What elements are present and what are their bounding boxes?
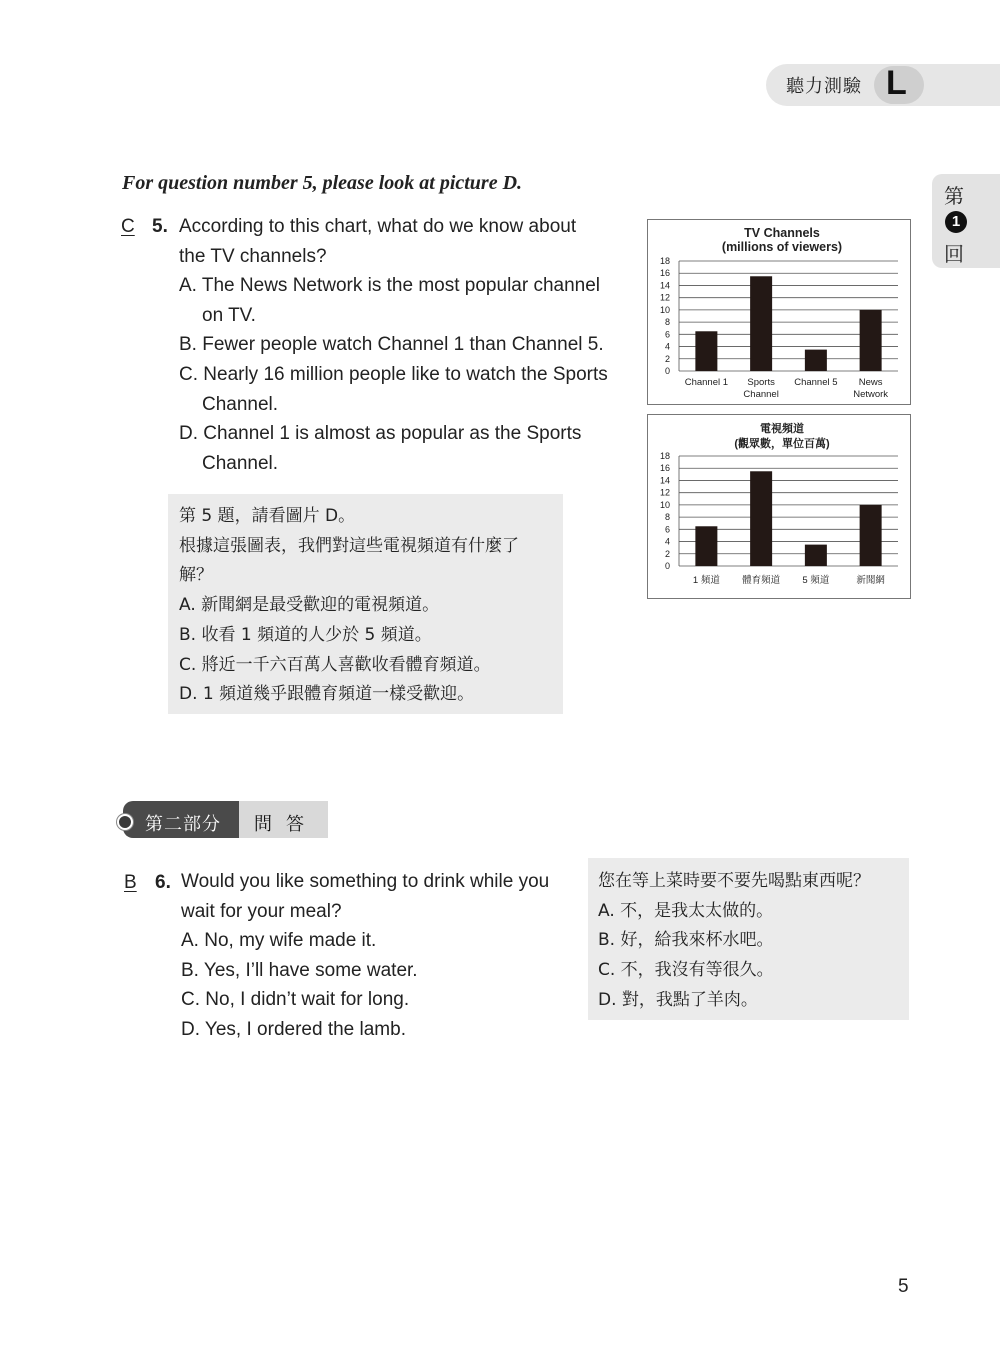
side-tab-top: 第 [944, 184, 964, 208]
q6-translation-line: B. 好，給我來杯水吧。 [598, 930, 774, 951]
section-title: For question number 5, please look at picture D. [122, 172, 523, 194]
chart-svg [648, 415, 910, 598]
q5-text [179, 212, 639, 478]
y-tick-label: 6 [664, 329, 670, 340]
bar [750, 276, 772, 371]
y-tick-label: 6 [664, 524, 670, 535]
y-tick-label: 2 [664, 548, 670, 559]
q5-translation-line: B. 收看 1 頻道的人少於 5 頻道。 [179, 624, 432, 645]
y-tick-label: 0 [664, 366, 670, 376]
q5-line: According to this chart, what do we know about [179, 216, 577, 237]
chart-title: 電視頻道 [760, 423, 804, 435]
q6-option-d: D. Yes, I ordered the lamb. [181, 1018, 406, 1040]
x-tick-label: Network [853, 389, 889, 400]
header-label: 聽力測驗 [786, 76, 862, 97]
side-tab-bottom: 回 [944, 242, 964, 266]
x-tick-label: Channel [743, 389, 779, 400]
q6-line: wait for your meal? [181, 900, 342, 922]
part-two-label: 第二部分 [145, 814, 221, 835]
y-tick-label: 8 [664, 317, 670, 328]
q5-option-a-cont: on TV. [202, 304, 256, 326]
q6-translation-line: 您在等上菜時要不要先喝點東西呢？ [598, 871, 870, 891]
bar [860, 505, 882, 566]
y-tick-label: 18 [659, 256, 670, 266]
bar [805, 545, 827, 566]
x-tick-label: Channel 1 [684, 377, 729, 388]
q6-option-c: C. No, I didn’t wait for long. [181, 989, 410, 1011]
q5-translation-line: 第 5 題，請看圖片 D。 [179, 506, 356, 526]
y-tick-label: 10 [659, 304, 670, 315]
y-tick-label: 16 [659, 268, 670, 279]
q5-translation-line: 解？ [179, 565, 213, 586]
tv-channels-chart-zh [647, 414, 911, 599]
bar [695, 331, 717, 371]
q5-translation-line: C. 將近一千六百萬人喜歡收看體育頻道。 [179, 654, 491, 675]
page-number: 5 [898, 1276, 909, 1297]
y-tick-label: 14 [659, 280, 670, 291]
y-tick-label: 14 [659, 475, 670, 486]
y-tick-label: 18 [659, 451, 670, 461]
y-tick-label: 4 [664, 536, 670, 547]
y-tick-label: 16 [659, 463, 670, 474]
q5-option-c-cont: Channel. [202, 393, 279, 415]
x-tick-label: Sports [747, 377, 775, 388]
bar [750, 471, 772, 566]
q5-option-a: A. The News Network is the most popular channel [179, 275, 601, 297]
x-tick-label: 1 頻道 [692, 575, 720, 586]
header-letter: L [886, 64, 907, 102]
q6-option-b: B. Yes, I’ll have some water. [181, 959, 418, 981]
q6-translation-line: D. 對，我點了羊肉。 [598, 989, 758, 1010]
x-tick-label: Channel 5 [794, 377, 838, 388]
q5-number: 5. [152, 216, 168, 237]
q5-translation-line: A. 新聞網是最受歡迎的電視頻道。 [179, 595, 440, 616]
x-tick-label: News [858, 377, 883, 388]
q6-number: 6. [155, 872, 171, 893]
part-two-title: 問答 [254, 814, 318, 835]
q5-line: the TV channels? [179, 245, 327, 267]
q6-line: Would you like something to drink while you [181, 871, 550, 892]
q5-translation-box [168, 494, 563, 714]
q6-answer: B [124, 872, 137, 893]
q6-option-a: A. No, my wife made it. [181, 930, 377, 952]
y-tick-label: 2 [664, 353, 670, 364]
bar [860, 310, 882, 371]
y-tick-label: 10 [659, 499, 670, 510]
q5-option-d-cont: Channel. [202, 452, 279, 474]
y-tick-label: 12 [659, 487, 670, 498]
chart-subtitle: (觀眾數，單位百萬) [734, 438, 830, 450]
chart-svg [648, 220, 910, 404]
q6-translation-line: C. 不，我沒有等很久。 [598, 960, 774, 981]
q5-translation-line: 根據這張圖表，我們對這些電視頻道有什麼了 [179, 535, 519, 556]
side-tab-number: 1 [945, 211, 967, 233]
y-tick-label: 0 [664, 561, 670, 571]
y-tick-label: 4 [664, 341, 670, 352]
q5-option-b: B. Fewer people watch Channel 1 than Channel 5. [179, 334, 604, 356]
chart-title: TV Channels [744, 226, 820, 240]
tv-channels-chart-en [647, 219, 911, 405]
q6-translation-box [588, 858, 909, 1020]
x-tick-label: 新聞網 [856, 575, 885, 586]
q6-translation-line: A. 不，是我太太做的。 [598, 900, 774, 921]
x-tick-label: 5 頻道 [802, 575, 830, 586]
q5-option-d: D. Channel 1 is almost as popular as the Sports [179, 423, 582, 445]
bar [805, 350, 827, 371]
y-tick-label: 12 [659, 292, 670, 303]
q5-option-c: C. Nearly 16 million people like to watch the Sports [179, 363, 608, 385]
bar [695, 526, 717, 566]
q5-answer: C [121, 216, 135, 237]
y-tick-label: 8 [664, 512, 670, 523]
x-tick-label: 體育頻道 [742, 575, 781, 586]
chart-subtitle: (millions of viewers) [721, 240, 843, 254]
q6-text [181, 867, 581, 1045]
part-two-bullet [117, 814, 133, 830]
q5-translation-line: D. 1 頻道幾乎跟體育頻道一樣受歡迎。 [179, 684, 475, 705]
